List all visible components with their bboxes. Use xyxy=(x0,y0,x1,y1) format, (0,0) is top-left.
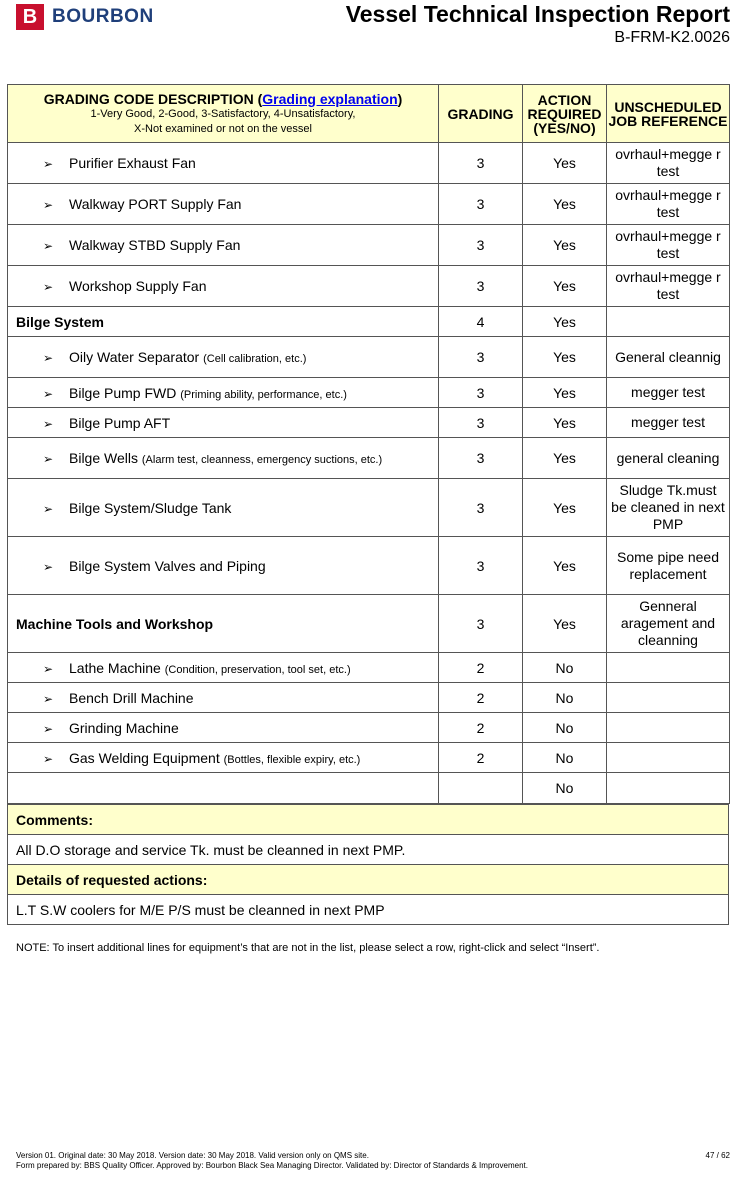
details-label-row xyxy=(8,865,729,895)
insert-note: NOTE: To insert additional lines for equipment’s that are not in the list, please select a row, right-click and select “Insert”. xyxy=(16,942,600,954)
logo-text: BOURBON xyxy=(52,6,154,27)
bullet-arrow-icon: ➢ xyxy=(43,280,54,294)
grading-cell[interactable]: 3 xyxy=(439,378,523,408)
job-reference-cell[interactable]: Sludge Tk.must be cleaned in next PMP xyxy=(607,479,730,537)
bullet-arrow-icon: ➢ xyxy=(43,559,54,574)
grading-cell[interactable]: 3 xyxy=(439,408,523,438)
item-cell xyxy=(8,653,439,683)
footer-version: Version 01. Original date: 30 May 2018. Version date: 30 May 2018. Valid version only on QMS site. xyxy=(16,1151,369,1160)
grading-explanation-link[interactable]: Grading explanation xyxy=(262,90,398,107)
item-label: Purifier Exhaust Fan xyxy=(69,155,196,171)
grading-column-header: GRADING xyxy=(439,85,523,143)
details-text[interactable]: L.T S.W coolers for M/E P/S must be cleanned in next PMP xyxy=(8,895,729,925)
bullet-arrow-icon: ➢ xyxy=(43,452,54,466)
action-cell[interactable]: Yes xyxy=(523,438,607,479)
grading-cell[interactable]: 3 xyxy=(439,225,523,266)
details-text-row xyxy=(8,895,729,925)
table-row xyxy=(8,438,730,479)
job-reference-cell[interactable] xyxy=(607,683,730,713)
action-cell[interactable]: No xyxy=(523,713,607,743)
bullet-arrow-icon: ➢ xyxy=(43,416,54,431)
table-row xyxy=(8,408,730,438)
grading-cell[interactable]: 4 xyxy=(439,307,523,337)
grading-cell[interactable]: 2 xyxy=(439,683,523,713)
item-cell xyxy=(8,743,439,773)
bullet-arrow-icon: ➢ xyxy=(43,721,54,736)
action-cell[interactable]: Yes xyxy=(523,595,607,653)
job-reference-cell[interactable]: General cleannig xyxy=(607,337,730,378)
action-cell[interactable]: Yes xyxy=(523,337,607,378)
item-cell xyxy=(8,337,439,378)
grading-cell[interactable]: 3 xyxy=(439,143,523,184)
table-row xyxy=(8,713,730,743)
item-note: (Alarm test, cleanness, emergency suctions, etc.) xyxy=(141,454,383,466)
item-cell xyxy=(8,683,439,713)
item-cell xyxy=(8,143,439,184)
grading-cell[interactable]: 2 xyxy=(439,653,523,683)
section-label: Bilge System xyxy=(8,307,439,337)
action-header-line-3: (YES/NO) xyxy=(533,119,596,136)
grading-cell[interactable]: 3 xyxy=(439,479,523,537)
job-header-line-1: UNSCHEDULED xyxy=(614,98,722,115)
table-row xyxy=(8,266,730,307)
action-cell[interactable]: No xyxy=(523,743,607,773)
job-reference-cell[interactable]: Genneral aragement and cleanning xyxy=(607,595,730,653)
grading-cell[interactable]: 3 xyxy=(439,595,523,653)
grading-cell[interactable]: 3 xyxy=(439,537,523,595)
desc-title-suffix: ) xyxy=(397,90,403,107)
item-cell xyxy=(8,537,439,595)
item-label: Bilge System/Sludge Tank xyxy=(69,499,232,516)
inspection-table xyxy=(7,84,730,804)
action-cell[interactable]: Yes xyxy=(523,266,607,307)
action-cell[interactable]: Yes xyxy=(523,408,607,438)
action-cell[interactable]: No xyxy=(523,773,607,804)
table-row xyxy=(8,184,730,225)
grading-scale-text-2: X-Not examined or not on the vessel xyxy=(134,122,312,135)
item-label: Gas Welding Equipment xyxy=(69,749,220,766)
comments-label-row xyxy=(8,805,729,835)
comments-text-row xyxy=(8,835,729,865)
bullet-arrow-icon: ➢ xyxy=(43,691,54,706)
logo-letter: B xyxy=(16,4,44,30)
action-cell[interactable]: Yes xyxy=(523,537,607,595)
item-label: Walkway PORT Supply Fan xyxy=(69,196,242,212)
item-label: Bilge Pump FWD xyxy=(69,384,177,401)
desc-title-prefix: GRADING CODE DESCRIPTION ( xyxy=(43,90,263,107)
item-cell xyxy=(8,378,439,408)
grading-cell[interactable]: 3 xyxy=(439,184,523,225)
job-reference-column-header xyxy=(607,85,730,143)
bullet-arrow-icon: ➢ xyxy=(43,661,54,676)
bullet-arrow-icon: ➢ xyxy=(43,386,54,401)
item-label: Walkway STBD Supply Fan xyxy=(69,237,241,253)
action-header-line-2: REQUIRED xyxy=(527,105,602,122)
report-title: Vessel Technical Inspection Report xyxy=(345,1,730,27)
item-note: (Cell calibration, etc.) xyxy=(203,353,307,365)
item-label: Grinding Machine xyxy=(69,719,179,736)
table-header-row xyxy=(8,85,730,143)
job-reference-cell[interactable]: ovrhaul+megge r test xyxy=(607,143,730,184)
action-cell[interactable]: Yes xyxy=(523,378,607,408)
table-row xyxy=(8,683,730,713)
table-row xyxy=(8,743,730,773)
item-note: (Bottles, flexible expiry, etc.) xyxy=(223,753,361,766)
grading-scale-text: 1-Very Good, 2-Good, 3-Satisfactory, 4-Unsatisfactory, xyxy=(90,107,356,120)
bullet-arrow-icon: ➢ xyxy=(43,239,54,253)
details-label: Details of requested actions: xyxy=(8,865,729,895)
table-row xyxy=(8,773,730,804)
item-cell xyxy=(8,184,439,225)
action-cell[interactable]: No xyxy=(523,683,607,713)
grading-cell[interactable]: 3 xyxy=(439,438,523,479)
action-header-line-1: ACTION xyxy=(537,91,592,108)
job-reference-cell[interactable]: general cleaning xyxy=(607,438,730,479)
item-cell xyxy=(8,438,439,479)
action-column-header xyxy=(523,85,607,143)
table-row xyxy=(8,653,730,683)
bullet-arrow-icon: ➢ xyxy=(43,198,54,212)
job-reference-cell[interactable]: ovrhaul+megge r test xyxy=(607,184,730,225)
comments-label: Comments: xyxy=(8,805,729,835)
action-cell[interactable]: No xyxy=(523,653,607,683)
form-code: B-FRM-K2.0026 xyxy=(614,29,730,46)
job-reference-cell[interactable]: ovrhaul+megge r test xyxy=(607,225,730,266)
table-row xyxy=(8,337,730,378)
section-label: Machine Tools and Workshop xyxy=(8,595,439,653)
table-row xyxy=(8,479,730,537)
bullet-arrow-icon: ➢ xyxy=(43,157,54,171)
job-reference-cell[interactable] xyxy=(607,653,730,683)
job-reference-cell[interactable] xyxy=(607,713,730,743)
action-cell[interactable]: Yes xyxy=(523,307,607,337)
item-cell xyxy=(8,713,439,743)
item-cell xyxy=(8,408,439,438)
job-reference-cell[interactable] xyxy=(607,773,730,804)
grading-cell[interactable]: 2 xyxy=(439,743,523,773)
job-reference-cell[interactable]: ovrhaul+megge r test xyxy=(607,266,730,307)
action-cell[interactable]: Yes xyxy=(523,143,607,184)
job-reference-cell[interactable] xyxy=(607,743,730,773)
table-row xyxy=(8,537,730,595)
job-header-line-2: JOB REFERENCE xyxy=(608,112,728,129)
item-label: Lathe Machine xyxy=(69,659,161,676)
job-reference-cell[interactable] xyxy=(607,307,730,337)
item-note: (Priming ability, performance, etc.) xyxy=(180,388,347,401)
grading-cell[interactable] xyxy=(439,773,523,804)
bullet-arrow-icon: ➢ xyxy=(43,351,54,365)
item-cell xyxy=(8,225,439,266)
footer-prepared-by: Form prepared by: BBS Quality Officer. Approved by: Bourbon Black Sea Managing Director. Validated by: Director of Standards & Improvement. xyxy=(16,1161,528,1170)
item-label: Workshop Supply Fan xyxy=(69,278,207,294)
comments-table xyxy=(7,804,729,925)
item-label: Bench Drill Machine xyxy=(69,689,194,706)
job-reference-cell[interactable]: Some pipe need replacement xyxy=(607,537,730,595)
bourbon-logo xyxy=(16,4,154,30)
section-row xyxy=(8,595,730,653)
action-cell[interactable]: Yes xyxy=(523,479,607,537)
table-row xyxy=(8,225,730,266)
table-row xyxy=(8,378,730,408)
grading-cell[interactable]: 3 xyxy=(439,337,523,378)
item-label: Bilge Wells xyxy=(69,450,138,466)
comments-text[interactable]: All D.O storage and service Tk. must be cleanned in next PMP. xyxy=(8,835,729,865)
item-label: Bilge Pump AFT xyxy=(69,414,171,431)
page-header xyxy=(0,0,740,60)
item-label: Oily Water Separator xyxy=(69,349,200,365)
grading-cell[interactable]: 3 xyxy=(439,266,523,307)
item-cell xyxy=(8,266,439,307)
job-reference-cell[interactable]: megger test xyxy=(607,408,730,438)
table-row xyxy=(8,143,730,184)
grading-cell[interactable]: 2 xyxy=(439,713,523,743)
bullet-arrow-icon: ➢ xyxy=(43,751,54,766)
section-row xyxy=(8,307,730,337)
item-note: (Condition, preservation, tool set, etc.) xyxy=(164,663,351,676)
action-cell[interactable]: Yes xyxy=(523,184,607,225)
page-number: 47 / 62 xyxy=(705,1151,730,1160)
item-label: Bilge System Valves and Piping xyxy=(69,557,266,574)
item-cell[interactable] xyxy=(8,773,439,804)
grading-code-description xyxy=(8,85,439,143)
action-cell[interactable]: Yes xyxy=(523,225,607,266)
bullet-arrow-icon: ➢ xyxy=(43,501,54,516)
item-cell xyxy=(8,479,439,537)
job-reference-cell[interactable]: megger test xyxy=(607,378,730,408)
